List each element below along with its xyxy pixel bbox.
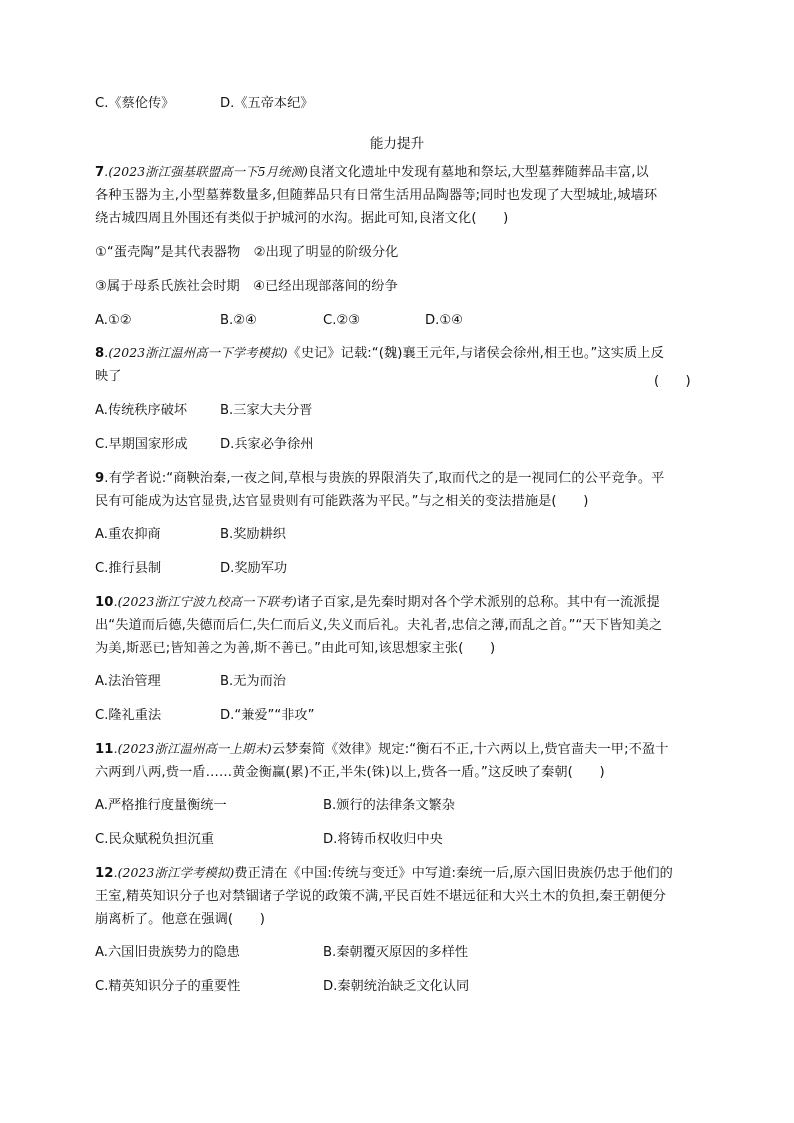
q8-answer-paren: ( ) — [654, 374, 691, 389]
q10-option-d: D.“兼爱”“非攻” — [220, 708, 315, 723]
q6-option-c: C.《蔡伦传》 — [95, 96, 175, 111]
q11-option-b: B.颁行的法律条文繁杂 — [323, 798, 455, 813]
q8-number: 8 — [95, 346, 105, 361]
q8-option-b: B.三家大夫分晋 — [220, 403, 313, 418]
q10-option-b: B.无为而治 — [220, 674, 286, 689]
q12-stem-line2: 王室,精英知识分子也对禁锢诸子学说的政策不满,平民百姓不堪远征和大兴土木的负担,秦王朝便分 — [95, 889, 666, 904]
q11-source: .(2023浙江温州高一上期末) — [113, 741, 272, 756]
q9-option-c: C.推行县制 — [95, 561, 162, 576]
q10-stem-line3: 为美,斯恶已;皆知善之为善,斯不善已。”由此可知,该思想家主张( ) — [95, 641, 496, 656]
q9-stem-line2: 民有可能成为达官显贵,达官显贵则有可能跌落为平民。”与之相关的变法措施是( ) — [95, 494, 589, 509]
q7-option-d: D.①④ — [425, 313, 463, 328]
q12-stem-line1 — [95, 867, 673, 880]
q7-statements-1: ①“蛋壳陶”是其代表器物 ②出现了明显的阶级分化 — [95, 245, 399, 260]
q11-option-c: C.民众赋税负担沉重 — [95, 832, 214, 847]
q8-stem-line1 — [95, 347, 664, 360]
q7-option-b: B.②④ — [220, 313, 257, 328]
q9-option-a: A.重农抑商 — [95, 527, 161, 542]
q11-text: 云梦秦简《效律》规定:“衡石不正,十六两以上,赀官啬夫一甲;不盈十 — [271, 742, 669, 757]
q8-option-d: D.兵家必争徐州 — [220, 437, 314, 452]
section-title: 能力提升 — [369, 136, 425, 152]
q9-number: 9 — [95, 471, 105, 486]
q9-text: .有学者说:“商鞅治秦,一夜之间,草根与贵族的界限消失了,取而代之的是一视同仁的公平竞争。平 — [104, 471, 665, 486]
q10-text: 诸子百家,是先秦时期对各个学术派别的总称。其中有一流派提 — [296, 595, 660, 610]
q11-stem-line2: 六两到八两,赀一盾……黄金衡赢(累)不正,半朱(铢)以上,赀各一盾。”这反映了秦朝( ) — [95, 765, 605, 780]
q10-number: 10 — [95, 595, 114, 610]
q8-source: .(2023浙江温州高一下学考模拟) — [104, 345, 288, 360]
q9-option-b: B.奖励耕织 — [220, 527, 286, 542]
q8-option-a: A.传统秩序破坏 — [95, 403, 188, 418]
q11-option-d: D.将铸币权收归中央 — [323, 832, 443, 847]
q12-option-a: A.六国旧贵族势力的隐患 — [95, 945, 240, 960]
q10-option-a: A.法治管理 — [95, 674, 161, 689]
q9-stem-line1 — [95, 472, 664, 485]
q7-stem-line3: 绕古城四周且外围还有类似于护城河的水沟。据此可知,良渚文化( ) — [95, 211, 509, 226]
q7-stem-line2: 各种玉器为主,小型墓葬数量多,但随葬品只有日常生活用品陶器等;同时也发现了大型城址,城墙环 — [95, 188, 658, 203]
q10-stem-line1 — [95, 596, 660, 609]
q7-source: .(2023浙江强基联盟高一下5月统测) — [104, 164, 308, 179]
q7-option-c: C.②③ — [323, 313, 361, 328]
q7-statements-2: ③属于母系氏族社会时期 ④已经出现部落间的纷争 — [95, 279, 398, 294]
q7-stem-line1 — [95, 166, 649, 179]
q10-stem-line2: 出“失道而后德,失德而后仁,失仁而后义,失义而后礼。夫礼者,忠信之薄,而乱之首。”“天下皆知美之 — [95, 618, 663, 633]
q12-stem-line3: 崩离析了。他意在强调( ) — [95, 912, 265, 927]
q10-source: .(2023浙江宁波九校高一下联考) — [113, 594, 297, 609]
q11-stem-line1 — [95, 743, 668, 756]
q8-option-c: C.早期国家形成 — [95, 437, 188, 452]
q12-option-c: C.精英知识分子的重要性 — [95, 979, 241, 994]
q11-option-a: A.严格推行度量衡统一 — [95, 798, 227, 813]
q11-number: 11 — [95, 742, 114, 757]
q7-text: 良渚文化遗址中发现有墓地和祭坛,大型墓葬随葬品丰富,以 — [308, 165, 649, 180]
q12-option-b: B.秦朝覆灭原因的多样性 — [323, 945, 469, 960]
q10-option-c: C.隆礼重法 — [95, 708, 162, 723]
q6-option-d: D.《五帝本纪》 — [220, 96, 314, 111]
q12-number: 12 — [95, 866, 114, 881]
q7-option-a: A.①② — [95, 313, 132, 328]
q9-option-d: D.奖励军功 — [220, 561, 288, 576]
q8-text: 《史记》记载:“(魏)襄王元年,与诸侯会徐州,相王也。”这实质上反 — [287, 346, 664, 361]
q7-number: 7 — [95, 165, 105, 180]
q8-stem-line2: 映了 — [95, 369, 122, 384]
q12-source: .(2023浙江学考模拟) — [113, 865, 235, 880]
q12-text: 费正清在《中国:传统与变迁》中写道:秦统一后,原六国旧贵族仍忠于他们的 — [234, 866, 673, 881]
q12-option-d: D.秦朝统治缺乏文化认同 — [323, 979, 470, 994]
